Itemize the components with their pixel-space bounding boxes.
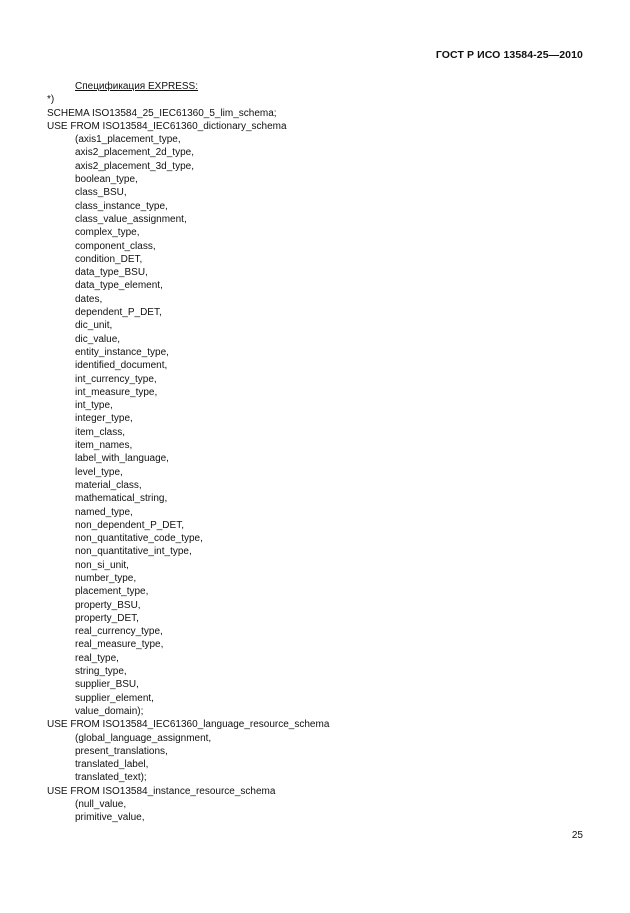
code-line: level_type, (75, 466, 123, 478)
code-line: USE FROM ISO13584_IEC61360_dictionary_schema (47, 120, 287, 132)
code-line: data_type_BSU, (75, 267, 148, 279)
code-line: USE FROM ISO13584_instance_resource_schema (47, 785, 276, 797)
code-line: condition_DET, (75, 253, 143, 265)
code-line: label_with_language, (75, 453, 169, 465)
code-line: complex_type, (75, 227, 140, 239)
code-line: boolean_type, (75, 174, 138, 186)
code-line: property_DET, (75, 612, 139, 624)
code-line: int_currency_type, (75, 373, 157, 385)
code-line: value_domain); (75, 705, 144, 717)
code-line: identified_document, (75, 360, 168, 372)
code-line: present_translations, (75, 745, 168, 757)
code-line: (global_language_assignment, (75, 732, 212, 744)
code-line: placement_type, (75, 586, 149, 598)
code-line: string_type, (75, 666, 127, 678)
code-line: number_type, (75, 572, 137, 584)
code-line: item_class, (75, 426, 126, 438)
page-number: 25 (571, 830, 583, 841)
code-line: item_names, (75, 440, 133, 452)
code-line: SCHEMA ISO13584_25_IEC61360_5_lim_schema; (47, 107, 277, 119)
code-line: dates, (75, 293, 103, 305)
code-lines (47, 93, 587, 824)
code-line: real_currency_type, (75, 626, 163, 638)
code-line: real_measure_type, (75, 639, 164, 651)
code-line: data_type_element, (75, 280, 163, 292)
code-line: supplier_BSU, (75, 679, 139, 691)
express-listing (47, 80, 587, 825)
code-line: axis2_placement_3d_type, (75, 160, 194, 172)
code-line: entity_instance_type, (75, 346, 169, 358)
code-line: non_quantitative_int_type, (75, 546, 192, 558)
code-line: primitive_value, (75, 812, 145, 824)
code-line: supplier_element, (75, 692, 154, 704)
code-line: translated_label, (75, 759, 149, 771)
code-line: class_instance_type, (75, 200, 168, 212)
code-line: int_measure_type, (75, 386, 158, 398)
code-line: integer_type, (75, 413, 133, 425)
code-line: non_dependent_P_DET, (75, 519, 184, 531)
code-line: non_si_unit, (75, 559, 129, 571)
code-line: axis2_placement_2d_type, (75, 147, 194, 159)
code-line: (null_value, (75, 799, 127, 811)
code-line: dic_value, (75, 333, 121, 345)
code-line: class_BSU, (75, 187, 127, 199)
code-line: USE FROM ISO13584_IEC61360_language_resource_schema (47, 719, 330, 731)
code-line: non_quantitative_code_type, (75, 533, 203, 545)
code-line: named_type, (75, 506, 133, 518)
code-line: int_type, (75, 400, 113, 412)
code-line: mathematical_string, (75, 493, 168, 505)
code-line: component_class, (75, 240, 156, 252)
code-line: dependent_P_DET, (75, 307, 162, 319)
code-line: *) (47, 94, 55, 106)
code-line: dic_unit, (75, 320, 113, 332)
code-line: translated_text); (75, 772, 147, 784)
code-line: class_value_assignment, (75, 213, 187, 225)
code-line: property_BSU, (75, 599, 141, 611)
code-line: (axis1_placement_type, (75, 134, 181, 146)
document-header: ГОСТ Р ИСО 13584-25—2010 (435, 49, 583, 61)
spec-title: Спецификация EXPRESS: (75, 81, 199, 92)
code-line: real_type, (75, 652, 119, 664)
code-line: material_class, (75, 479, 142, 491)
